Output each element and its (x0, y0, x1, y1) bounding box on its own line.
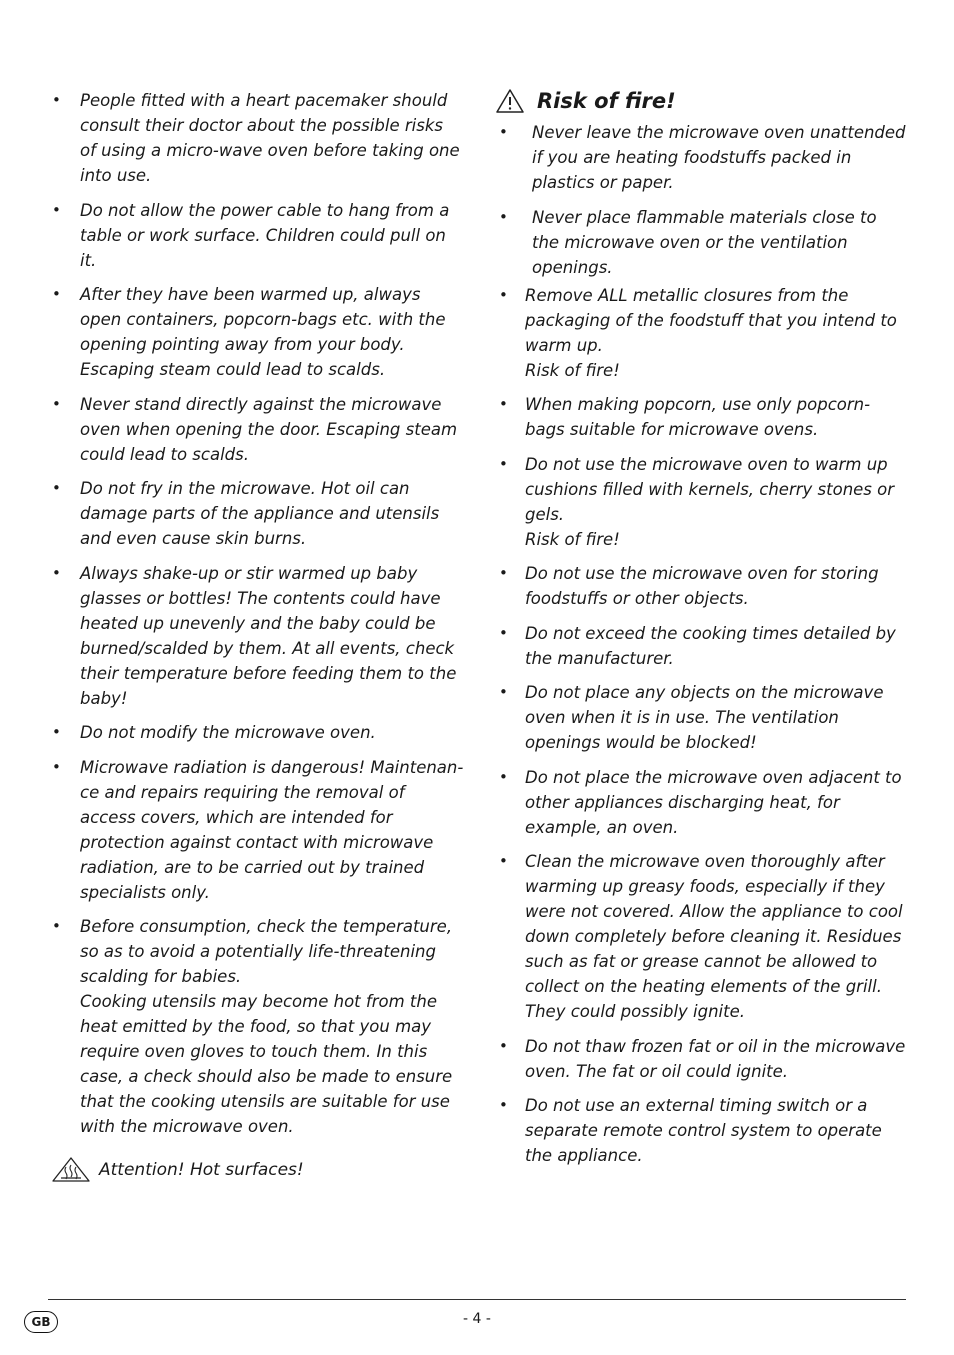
warning-triangle-icon (495, 88, 525, 114)
list-item: • Do not thaw frozen fat or oil in the microwave oven. The fat or oil could ignite. (495, 1034, 907, 1084)
hot-surface-icon (51, 1157, 91, 1183)
right-column (495, 88, 907, 1178)
list-item: • Remove ALL metallic closures from the packaging of the foodstuff that you intend to warm up. Risk of fire! (495, 283, 907, 383)
country-badge: GB (24, 1311, 58, 1333)
list-item: • Never leave the microwave oven unattended if you are heating foodstuffs packed in plastics or paper. (495, 120, 907, 195)
list-item: • Do not use an external timing switch or a separate remote control system to operate the appliance. (495, 1093, 907, 1168)
section-title: Risk of fire! (537, 89, 676, 113)
list-item: • Microwave radiation is dangerous! Maintenan-ce and repairs requiring the removal of access covers, which are intended for protection against contact with microwave radiation, are to be carried out by trained specialists only. (48, 755, 464, 905)
list-item: • Do not allow the power cable to hang from a table or work surface. Children could pull on it. (48, 198, 464, 273)
list-item: • Clean the microwave oven thoroughly after warming up greasy foods, especially if they were not covered. Allow the appliance to cool down completely before cleaning it. Residues such as fat or grease cannot be allowed to collect on the heating elements of the grill. They could possibly ignite. (495, 849, 907, 1024)
hot-surface-text: Attention! Hot surfaces! (99, 1160, 304, 1180)
list-item: • Always shake-up or stir warmed up baby glasses or bottles! The contents could have heated up unevenly and the baby could be burned/scalded by them. At all events, check their temperature before feeding them to the baby! (48, 561, 464, 711)
list-item: • Do not fry in the microwave. Hot oil can damage parts of the appliance and utensils and even cause skin burns. (48, 476, 464, 551)
list-item: • Do not place the microwave oven adjacent to other appliances discharging heat, for example, an oven. (495, 765, 907, 840)
list-item: • After they have been warmed up, always open containers, popcorn-bags etc. with the opening pointing away from your body. Escaping steam could lead to scalds. (48, 282, 464, 382)
left-safety-list (48, 88, 464, 1139)
section-heading (495, 88, 907, 114)
page-number: - 4 - (463, 1311, 491, 1327)
footer-divider (48, 1299, 906, 1300)
list-item: • People fitted with a heart pacemaker should consult their doctor about the possible risks of using a micro-wave oven before taking one into use. (48, 88, 464, 188)
list-item: • Do not use the microwave oven for storing foodstuffs or other objects. (495, 561, 907, 611)
list-item: • Do not use the microwave oven to warm up cushions filled with kernels, cherry stones or gels. Risk of fire! (495, 452, 907, 552)
list-item: • Do not modify the microwave oven. (48, 720, 464, 745)
list-item: • Never stand directly against the microwave oven when opening the door. Escaping steam could lead to scalds. (48, 392, 464, 467)
left-column (48, 88, 464, 1183)
fire-safety-list (495, 120, 907, 1168)
hot-surface-notice (51, 1157, 464, 1183)
list-item: • Do not place any objects on the microwave oven when it is in use. The ventilation openings would be blocked! (495, 680, 907, 755)
list-item: • Before consumption, check the temperature, so as to avoid a potentially life-threatening scalding for babies. Cooking utensils may become hot from the heat emitted by the food, so that you may require oven gloves to touch them. In this case, a check should also be made to ensure that the cooking utensils are suitable for use with the microwave oven. (48, 914, 464, 1139)
list-item: • Do not exceed the cooking times detailed by the manufacturer. (495, 621, 907, 671)
list-item: • Never place flammable materials close to the microwave oven or the ventilation openings. (495, 205, 907, 280)
list-item: • When making popcorn, use only popcorn-bags suitable for microwave ovens. (495, 392, 907, 442)
